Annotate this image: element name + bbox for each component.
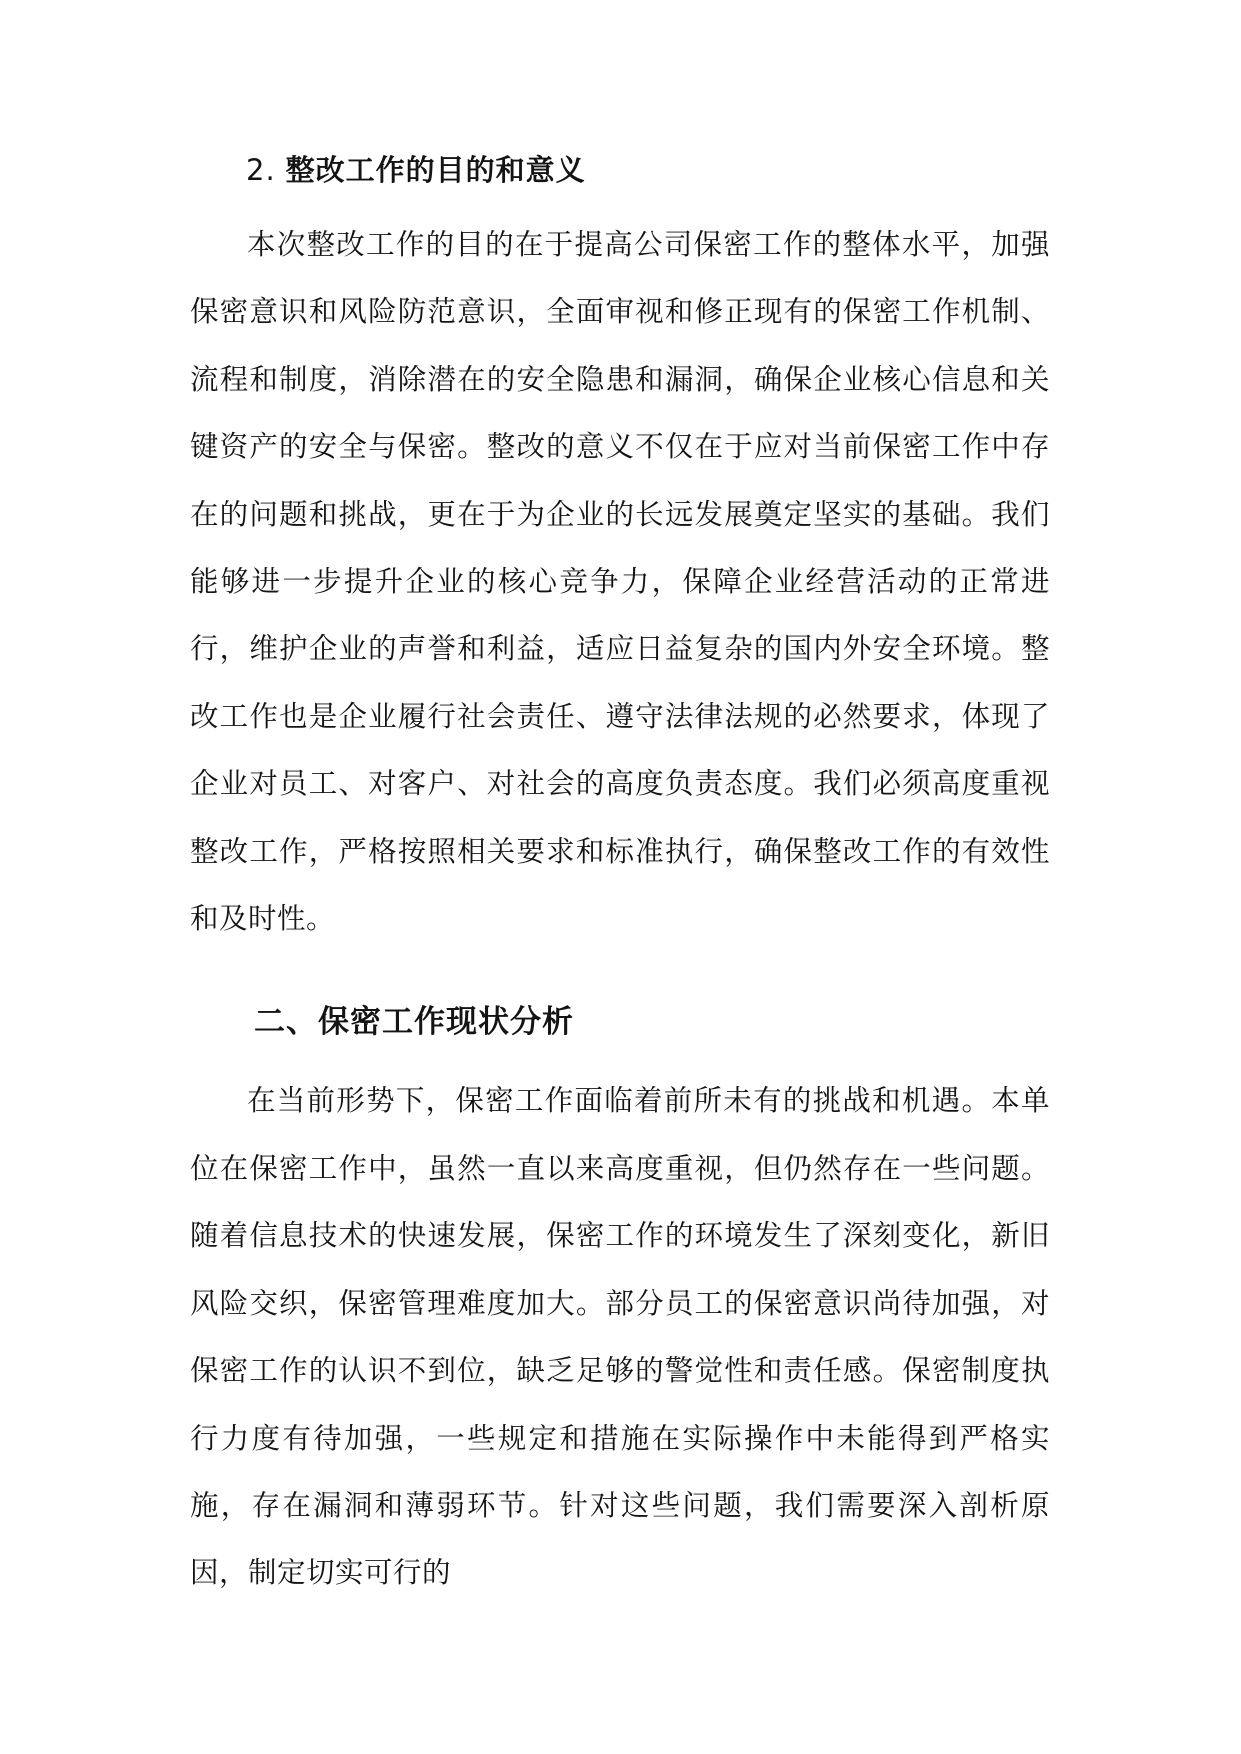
document-body xyxy=(190,146,1050,1607)
subsection-heading xyxy=(190,146,1050,194)
subsection-title: 整改工作的目的和意义 xyxy=(285,153,586,187)
section-heading: 二、保密工作现状分析 xyxy=(254,1004,574,1041)
paragraph-current-status: 在当前形势下，保密工作面临着前所未有的挑战和机遇。本单位在保密工作中，虽然一直以来高度重视，但仍然存在一些问题。随着信息技术的快速发展，保密工作的环境发生了深刻变化，新旧风险交织，保密管理难度加大。部分员工的保密意识尚待加强，对保密工作的认识不到位，缺乏足够的警觉性和责任感。保密制度执行力度有待加强，一些规定和措施在实际操作中未能得到严格实施，存在漏洞和薄弱环节。针对这些问题，我们需要深入剖析原因，制定切实可行的 xyxy=(190,1084,1050,1590)
paragraph-purpose-and-significance: 本次整改工作的目的在于提高公司保密工作的整体水平，加强保密意识和风险防范意识，全面审视和修正现有的保密工作机制、流程和制度，消除潜在的安全隐患和漏洞，确保企业核心信息和关键资产的安全与保密。整改的意义不仅在于应对当前保密工作中存在的问题和挑战，更在于为企业的长远发展奠定坚实的基础。我们能够进一步提升企业的核心竞争力，保障企业经营活动的正常进行，维护企业的声誉和利益，适应日益复杂的国内外安全环境。整改工作也是企业履行社会责任、遵守法律法规的必然要求，体现了企业对员工、对客户、对社会的高度负责态度。我们必须高度重视整改工作，严格按照相关要求和标准执行，确保整改工作的有效性和及时性。 xyxy=(190,228,1050,936)
subsection-number: 2. xyxy=(246,153,276,187)
